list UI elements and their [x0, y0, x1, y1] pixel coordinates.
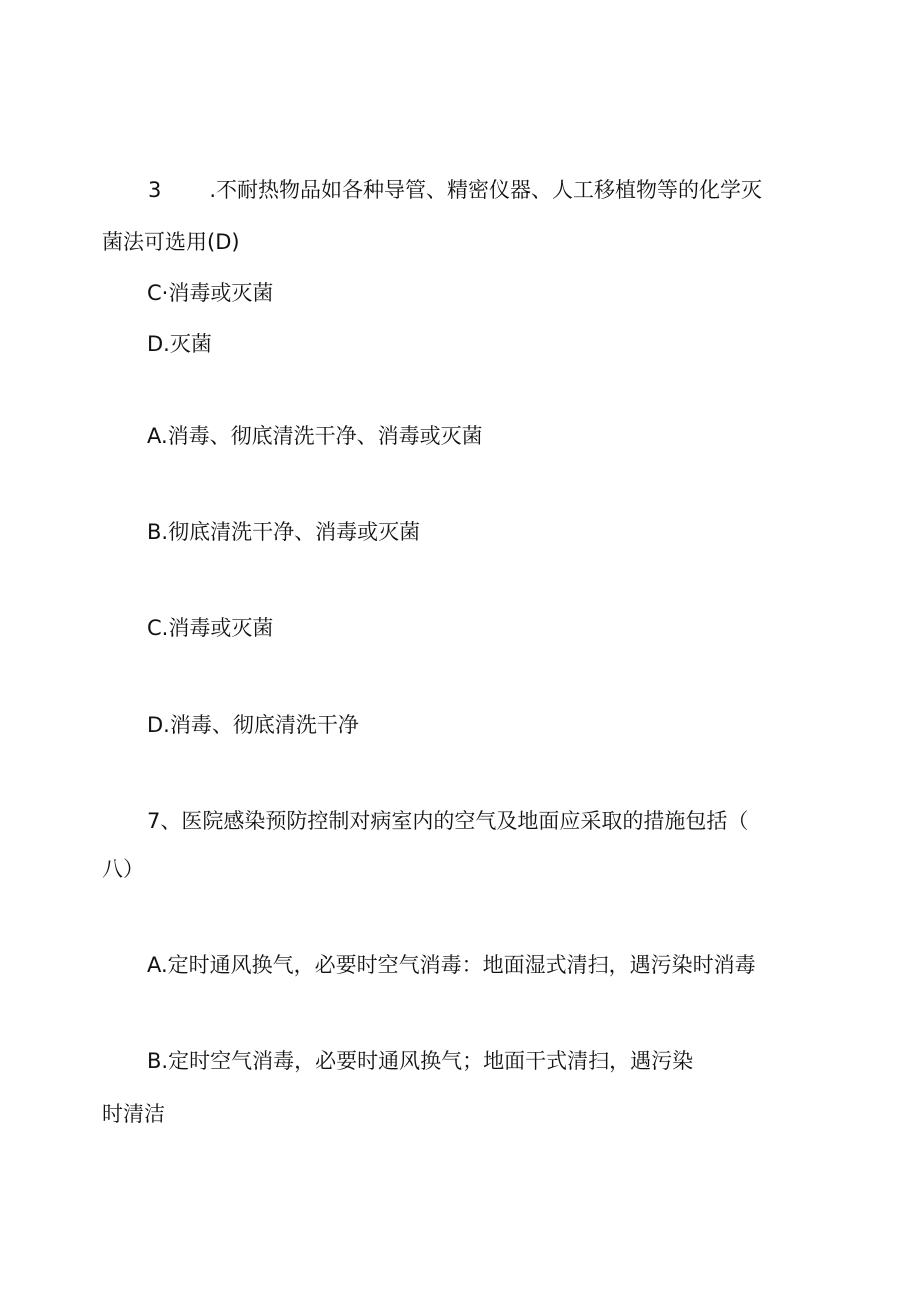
question-option-d: D.消毒、彻底清洗干净 — [147, 713, 359, 737]
question-3-text: .不耐热物品如各种导管、精密仪器、人工移植物等的化学灭 — [209, 178, 763, 202]
question-option-a: A.消毒、彻底清洗干净、消毒或灭菌 — [147, 424, 483, 448]
question-7-option-a: A.定时通风换气，必要时空气消毒：地面湿式清扫，遇污染时消毒 — [147, 953, 756, 977]
question-7-line-2: 八） — [102, 857, 144, 881]
question-3-line-1 — [148, 176, 762, 204]
question-3-number: 3 — [148, 178, 162, 202]
question-3-option-c: C·消毒或灭菌 — [147, 281, 274, 305]
question-7-line-1: 7、医院感染预防控制对病室内的空气及地面应采取的措施包括（ — [147, 809, 749, 833]
question-7-option-b-line-1: B.定时空气消毒，必要时通风换气；地面干式清扫，遇污染 — [147, 1049, 694, 1073]
question-option-c: C.消毒或灭菌 — [147, 616, 274, 640]
question-7-option-b-line-2: 时清洁 — [102, 1102, 165, 1126]
question-3-line-2: 菌法可选用(D) — [102, 230, 240, 254]
question-3-option-d: D.灭菌 — [147, 332, 212, 356]
question-option-b: B.彻底清洗干净、消毒或灭菌 — [147, 520, 421, 544]
